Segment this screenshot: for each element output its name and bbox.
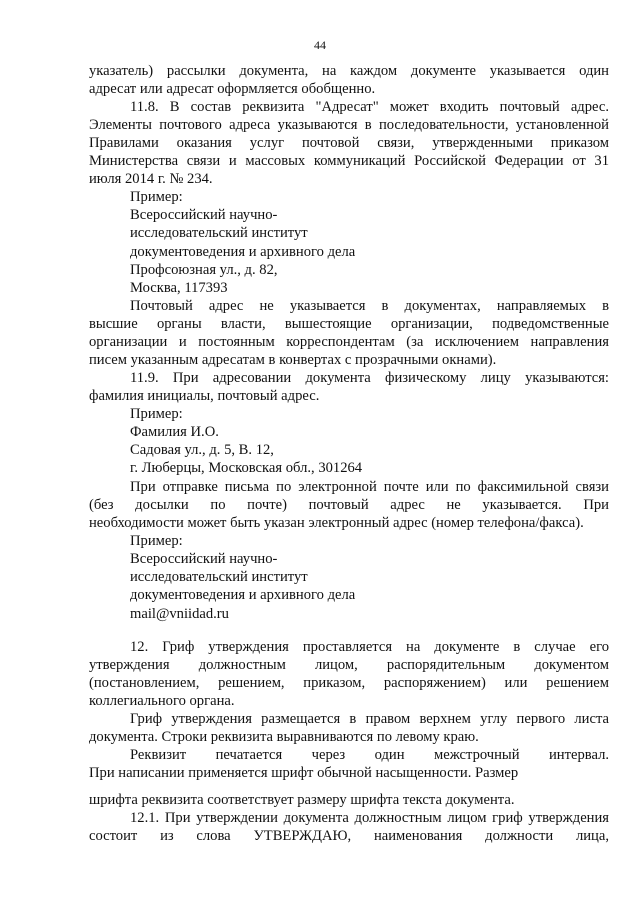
text-line: Садовая ул., д. 5, В. 12, bbox=[130, 442, 274, 458]
text-line: документоведения и архивного дела bbox=[130, 587, 356, 603]
text-line: писем указанным адресатам в конвертах с прозрачными окнами). bbox=[89, 352, 497, 368]
text-line: Пример: bbox=[130, 533, 183, 549]
text-line: Пример: bbox=[130, 406, 183, 422]
text-line: Москва, 117393 bbox=[130, 280, 228, 296]
text-line: Гриф утверждения размещается в правом верхнем углу первого листа bbox=[130, 711, 609, 727]
text-line: Министерства связи и массовых коммуникаций Российской Федерации от 31 bbox=[89, 153, 609, 169]
text-line: Элементы почтового адреса указываются в последовательности, установленной bbox=[89, 117, 609, 133]
text-line: утверждения должностным лицом, распорядительным документом bbox=[89, 657, 609, 673]
text-line: шрифта реквизита соответствует размеру шрифта текста документа. bbox=[89, 792, 515, 808]
text-line: исследовательский институт bbox=[130, 225, 308, 241]
text-line: 11.9. При адресовании документа физическому лицу указываются: bbox=[130, 370, 609, 386]
text-line: указатель) рассылки документа, на каждом документе указывается один bbox=[89, 63, 609, 79]
text-line: (без досылки по почте) почтовый адрес не указывается. При bbox=[89, 497, 609, 513]
text-line: Всероссийский научно- bbox=[130, 551, 278, 567]
text-line: mail@vniidad.ru bbox=[130, 606, 229, 622]
text-line: г. Люберцы, Московская обл., 301264 bbox=[130, 460, 363, 476]
text-line: коллегиального органа. bbox=[89, 693, 235, 709]
text-line: июля 2014 г. № 234. bbox=[89, 171, 213, 187]
page-number: 44 bbox=[314, 38, 326, 52]
text-line: Реквизит печатается через один межстрочный интервал. bbox=[130, 747, 609, 763]
text-line: высшие органы власти, вышестоящие организации, подведомственные bbox=[89, 316, 609, 332]
text-line: фамилия инициалы, почтовый адрес. bbox=[89, 388, 320, 404]
text-line: исследовательский институт bbox=[130, 569, 308, 585]
text-line: 12. Гриф утверждения проставляется на документе в случае его bbox=[130, 639, 609, 655]
text-line: При отправке письма по электронной почте или по факсимильной связи bbox=[130, 479, 609, 495]
text-line: Профсоюзная ул., д. 82, bbox=[130, 262, 278, 278]
text-line: документоведения и архивного дела bbox=[130, 244, 356, 260]
text-line: состоит из слова УТВЕРЖДАЮ, наименования должности лица, bbox=[89, 828, 609, 844]
text-line: Пример: bbox=[130, 189, 183, 205]
text-line: (постановлением, решением, приказом, распоряжением) или решением bbox=[89, 675, 609, 691]
text-line: Почтовый адрес не указывается в документах, направляемых в bbox=[130, 298, 609, 314]
text-line: организации и постоянным корреспондентам (за исключением направления bbox=[89, 334, 609, 350]
text-line: Фамилия И.О. bbox=[130, 424, 219, 440]
text-line: адресат или адресат оформляется обобщенно. bbox=[89, 81, 376, 97]
text-line: 11.8. В состав реквизита "Адресат" может входить почтовый адрес. bbox=[130, 99, 609, 115]
text-line: 12.1. При утверждении документа должностным лицом гриф утверждения bbox=[130, 810, 609, 826]
text-line: При написании применяется шрифт обычной насыщенности. Размер bbox=[89, 765, 519, 781]
text-line: документа. Строки реквизита выравниваются по левому краю. bbox=[89, 729, 479, 745]
text-line: необходимости может быть указан электронный адрес (номер телефона/факса). bbox=[89, 515, 584, 531]
text-line: Правилами оказания услуг почтовой связи, утвержденными приказом bbox=[89, 135, 609, 151]
text-line: Всероссийский научно- bbox=[130, 207, 278, 223]
